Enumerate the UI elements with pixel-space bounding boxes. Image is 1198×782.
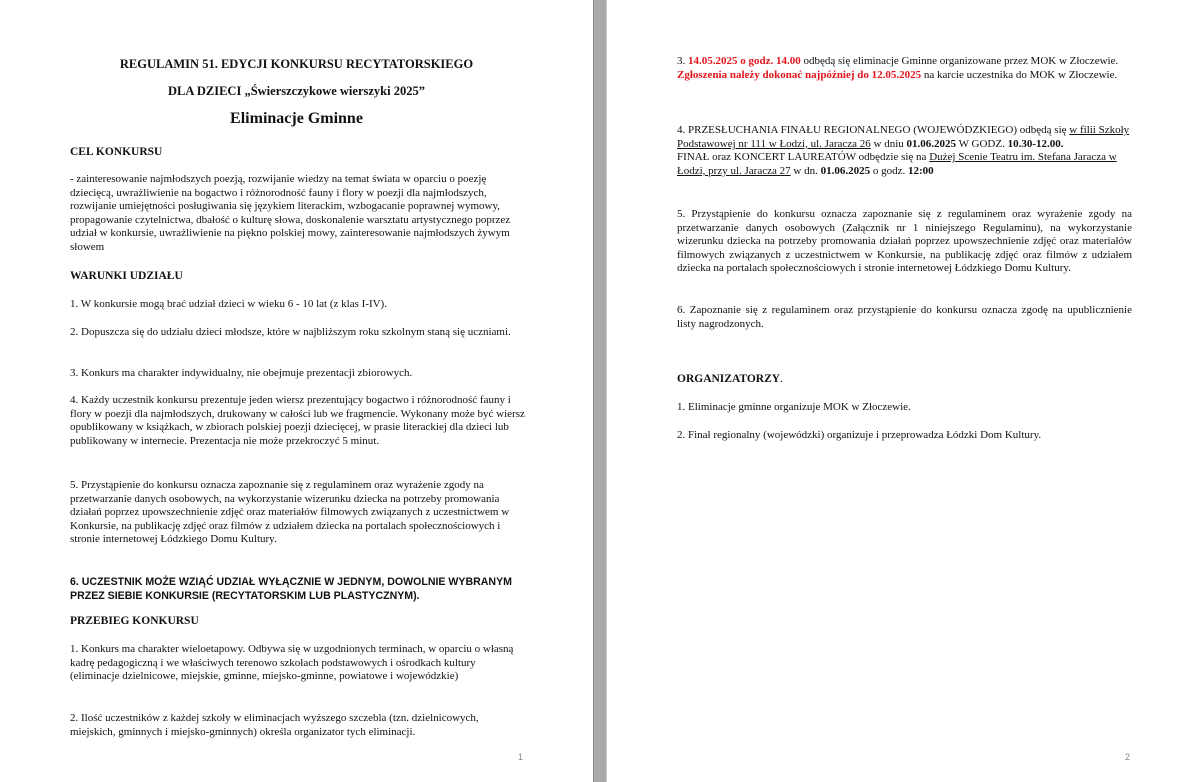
page-gutter xyxy=(593,0,607,782)
paragraph-4 xyxy=(677,124,1137,178)
warunki-item-2: 2. Dopuszcza się do udziału dzieci młodsze, które w najbliższym roku szkolnym staną się uczniami. xyxy=(70,326,511,338)
warunki-item-6: 6. UCZESTNIK MOŻE WZIĄĆ UDZIAŁ WYŁĄCZNIE W JEDNYM, DOWOLNIE WYBRANYM PRZEZ SIEBIE KONKURSIE (RECYTATORSKIM LUB PLASTYCZNYM). xyxy=(70,576,512,602)
p4-text-2: w dniu xyxy=(870,137,907,150)
paragraph-5: 5. Przystąpienie do konkursu oznacza zapoznanie się z regulaminem oraz wyrażenie zgody na przetwarzanie danych osobowych (Załącznik nr 1 niniejszego Regulaminu), na wykorzystanie wizerunku dziecka na potrzeby promowania działań poprzez upowszechnienie zdjęć oraz materiałów filmowych związanych z uczestnictwem w Konkursie, na publikację zdjęć oraz filmów z udziałem dziecka na portalach społecznościowych i stronie internetowej Łódzkiego Domu Kultury. xyxy=(677,208,1132,275)
p4-final-3: o godz. xyxy=(870,164,908,177)
p4-final-venue: Dużej Scenie Teatru im. Stefana Jaracza w Łodzi, przy ul. Jaracza 27 xyxy=(677,151,1117,177)
p4-final-time: 12:00 xyxy=(907,164,934,177)
organizatorzy-item-2: 2. Finał regionalny (wojewódzki) organizuje i przeprowadza Łódzki Dom Kultury. xyxy=(677,429,1042,441)
organizatorzy-item-1: 1. Eliminacje gminne organizuje MOK w Złoczewie. xyxy=(677,401,911,413)
title-line-1: REGULAMIN 51. EDYCJI KONKURSU RECYTATORSKIEGO xyxy=(119,57,474,71)
cel-heading: CEL KONKURSU xyxy=(70,146,163,158)
warunki-item-4: 4. Każdy uczestnik konkursu prezentuje jeden wiersz prezentujący bogactwo i różnorodność fauny i flory w poezji dla najmłodszych, drukowany w całości lub we fragmencie. Wykonany może być wiersz opublikowany w książkach, w zbiorach polskiej poezji dziecięcej, w prasie literackiej dla dzieci lub publikowany w internecie. Prezentacja nie może przekroczyć 5 minut. xyxy=(70,394,525,447)
p3-text-2: na karcie uczestnika do MOK w Złoczewie. xyxy=(921,68,1118,81)
p3-prefix: 3. xyxy=(677,55,688,67)
p3-date: 14.05.2025 o godz. 14.00 xyxy=(688,55,801,67)
p4-date: 01.06.2025 xyxy=(906,137,957,150)
p4-text-1: 4. PRZESŁUCHANIA FINAŁU REGIONALNEGO (WOJEWÓDZKIEGO) odbędą się xyxy=(677,124,1070,136)
p4-final-1: FINAŁ oraz KONCERT LAUREATÓW odbędzie się na xyxy=(677,151,930,164)
p4-text-3: W GODZ. xyxy=(956,137,1008,150)
p3-deadline: Zgłoszenia należy dokonać najpóźniej do 12.05.2025 xyxy=(677,68,922,81)
title-line-2: DLA DZIECI „Świerszczykowe wierszyki 2025” xyxy=(168,84,425,98)
przebieg-item-2: 2. Ilość uczestników z każdej szkoły w eliminacjach wyższego szczebla (tzn. dzielnicowych, miejskich, gminnych i miejsko-gminnych) określa organizator tych eliminacji. xyxy=(70,712,479,738)
paragraph-6: 6. Zapoznanie się z regulaminem oraz przystąpienie do konkursu oznacza zgodę na upublicznienie listy nagrodzonych. xyxy=(677,304,1132,330)
p4-final-2: w dn. xyxy=(790,164,821,177)
page-number: 2 xyxy=(1125,752,1131,762)
p4-venue: w filii Szkoły Podstawowej nr 111 w Łodzi, ul. Jaracza 26 xyxy=(677,124,1130,150)
document-page-2 xyxy=(607,0,1198,782)
warunki-item-5: 5. Przystąpienie do konkursu oznacza zapoznanie się z regulaminem oraz wyrażenie zgody na przetwarzanie danych osobowych, na wykorzystanie wizerunku dziecka na potrzeby promowania działań poprzez upowszechnienie zdjęć oraz materiałów filmowych związanych z uczestnictwem w Konkursie, na publikację zdjęć oraz filmów z udziałem dziecka na portalach społecznościowych i stronie internetowej Łódzkiego Domu Kultury. xyxy=(70,479,510,546)
cel-text: - zainteresowanie najmłodszych poezją, rozwijanie wiedzy na temat świata w oparciu o poezję dziecięcą, uwrażliwienie na bogactwo i różnorodność fauny i flory w poezji dla najmłodszych, rozwijanie umiejętności posługiwania się językiem literackim, wzbogacanie poprawnej wymowy, propagowanie czytelnictwa, dbałość o kulturę słowa, doskonalenie warsztatu artystycznego poprzez udział w konkursie, uwrażliwienie na piękno polskiej mowy, zainteresowanie najmłodszych żywym słowem xyxy=(70,173,511,253)
warunki-item-3: 3. Konkurs ma charakter indywidualny, nie obejmuje prezentacji zbiorowych. xyxy=(70,367,413,379)
p4-final-date: 01.06.2025 xyxy=(820,164,871,177)
organizatorzy-dot: . xyxy=(780,373,783,385)
page-number: 1 xyxy=(518,752,524,762)
przebieg-item-1: 1. Konkurs ma charakter wieloetapowy. Odbywa się w uzgodnionych terminach, w oparciu o własną kadrę pedagogiczną i we właściwych terenowo szkołach podstawowych i ośrodkach kultury (eliminacje dzielnicowe, miejskie, gminne, miejsko-gminne, powiatowe i wojewódzkie) xyxy=(70,643,514,683)
organizatorzy-heading xyxy=(677,373,783,387)
title-eliminacje: Eliminacje Gminne xyxy=(230,110,363,127)
p3-text-1: odbędą się eliminacje Gminne organizowane przez MOK w Złoczewie. xyxy=(800,55,1119,67)
paragraph-3 xyxy=(677,55,1133,82)
organizatorzy-label: ORGANIZATORZY xyxy=(677,373,781,385)
p4-hours: 10.30-12.00. xyxy=(1007,137,1064,150)
przebieg-heading: PRZEBIEG KONKURSU xyxy=(70,615,199,627)
document-page-1 xyxy=(0,0,593,782)
warunki-heading: WARUNKI UDZIAŁU xyxy=(70,270,183,282)
warunki-item-1: 1. W konkursie mogą brać udział dzieci w wieku 6 - 10 lat (z klas I-IV). xyxy=(70,298,387,310)
